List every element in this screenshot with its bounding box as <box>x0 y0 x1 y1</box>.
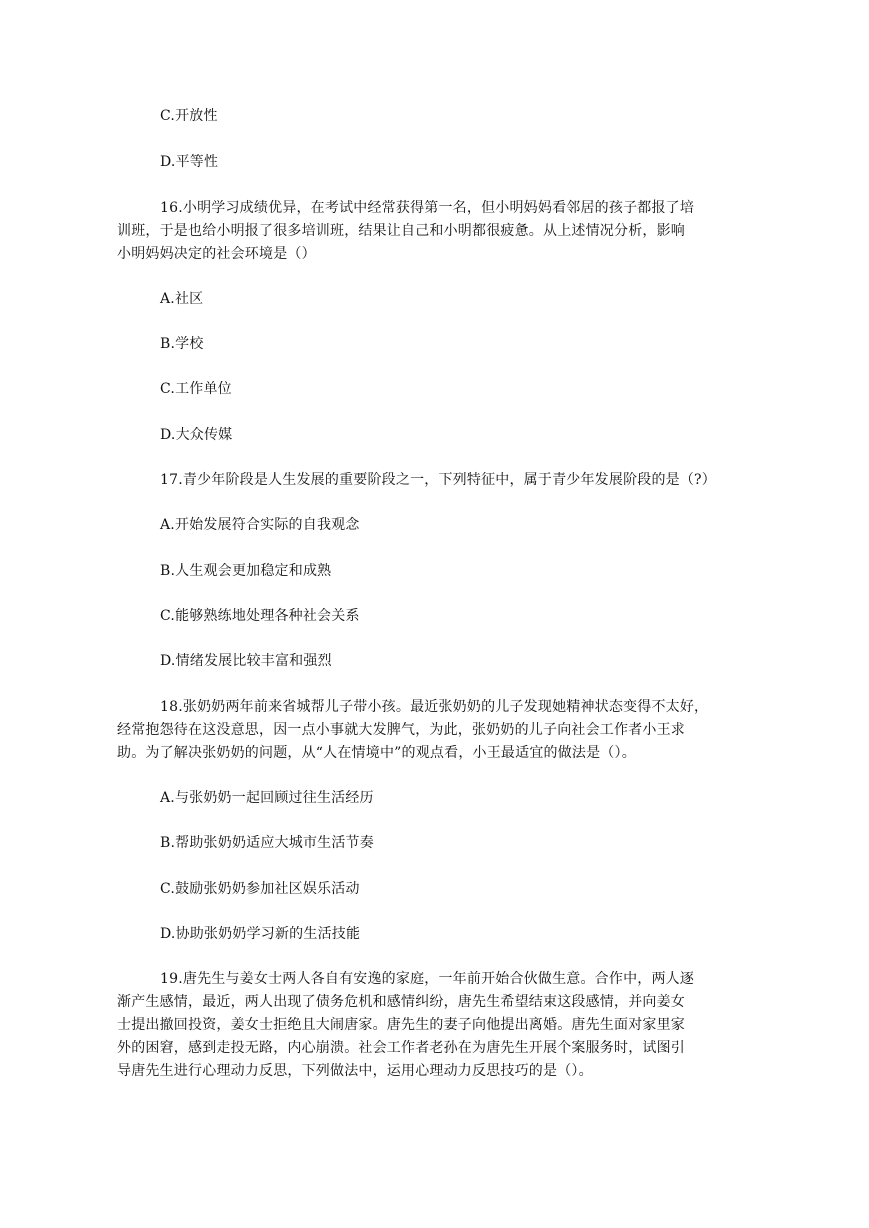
q16-stem-line-3: 小明妈妈决定的社会环境是（） <box>117 246 316 262</box>
q19-stem-line-3: 士提出撤回投资，姜女士拒绝且大闹唐家。唐先生的妻子向他提出离婚。唐先生面对家里家 <box>117 1017 685 1033</box>
q15-option-c: C.开放性 <box>160 108 218 124</box>
q16-option-a: A.社区 <box>160 291 204 307</box>
q16-option-d: D.大众传媒 <box>160 427 233 443</box>
q16-stem-line-2: 训班，于是也给小明报了很多培训班，结果让自己和小明都很疲惫。从上述情况分析，影响 <box>117 223 685 239</box>
q16-option-b: B.学校 <box>160 336 204 352</box>
q19-stem-line-4: 外的困窘，感到走投无路，内心崩溃。社会工作者老孙在为唐先生开展个案服务时，试图引 <box>117 1040 685 1056</box>
q17-option-b: B.人生观会更加稳定和成熟 <box>160 563 332 579</box>
q17-stem-line-1: 17.青少年阶段是人生发展的重要阶段之一，下列特征中，属于青少年发展阶段的是（?） <box>160 472 716 488</box>
q18-option-b: B.帮助张奶奶适应大城市生活节奏 <box>160 835 374 851</box>
q19-stem-line-1: 19.唐先生与姜女士两人各自有安逸的家庭，一年前开始合伙做生意。合作中，两人逐 <box>160 971 695 987</box>
q17-option-c: C.能够熟练地处理各种社会关系 <box>160 608 360 624</box>
q19-stem-line-2: 渐产生感情，最近，两人出现了债务危机和感情纠纷，唐先生希望结束这段感情，并向姜女 <box>117 994 685 1010</box>
q18-option-c: C.鼓励张奶奶参加社区娱乐活动 <box>160 881 360 897</box>
q18-stem-line-2: 经常抱怨待在这没意思，因一点小事就大发脾气，为此，张奶奶的儿子向社会工作者小王求 <box>117 722 685 738</box>
q18-stem-line-1: 18.张奶奶两年前来省城帮儿子带小孩。最近张奶奶的儿子发现她精神状态变得不太好， <box>160 699 709 715</box>
q15-option-d: D.平等性 <box>160 154 219 170</box>
q17-option-a: A.开始发展符合实际的自我观念 <box>160 517 360 533</box>
q17-option-d: D.情绪发展比较丰富和强烈 <box>160 653 332 669</box>
q19-stem-line-5: 导唐先生进行心理动力反思，下列做法中，运用心理动力反思技巧的是（）。 <box>117 1063 593 1079</box>
q16-stem-line-1: 16.小明学习成绩优异，在考试中经常获得第一名，但小明妈妈看邻居的孩子都报了培 <box>160 200 695 216</box>
q18-option-d: D.协助张奶奶学习新的生活技能 <box>160 926 361 942</box>
q18-option-a: A.与张奶奶一起回顾过往生活经历 <box>160 790 374 806</box>
q18-stem-line-3: 助。为了解决张奶奶的问题，从“人在情境中”的观点看，小王最适宜的做法是（）。 <box>117 745 636 761</box>
q16-option-c: C.工作单位 <box>160 381 232 397</box>
